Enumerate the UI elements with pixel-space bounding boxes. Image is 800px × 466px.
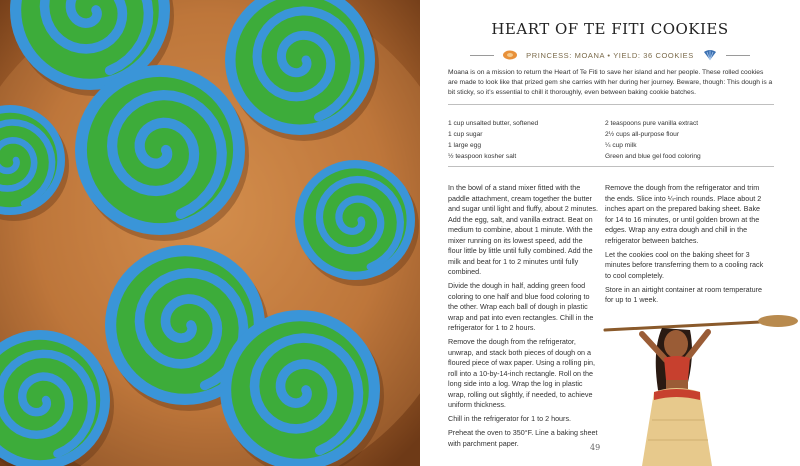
step-paragraph: Remove the dough from the refrigerator, unwrap, and stack both pieces of dough on a floured piece of wax paper. Using a rolling pin, roll into a 10-by-14-inch rectangle. Roll on the long side into a log. Wrap the log in plastic wrap, rolling out slightly, if needed, to achieve uniform thickness. [448, 337, 596, 409]
divider-line [726, 55, 750, 56]
ingredient-item: 2 teaspoons pure vanilla extract [605, 120, 699, 127]
step-paragraph: In the bowl of a stand mixer fitted with the paddle attachment, cream together the butter and sugar until light and fluffy, about 2 minutes. Add the egg, salt, and vanilla extract. Beat on medium to combine, about 1 minute. With the mixer running on its lowest speed, add the flour little by little until fully combined. Add the milk and beat for 1 to 2 minutes until fully combined. [448, 183, 598, 276]
ingredients-left [448, 118, 598, 162]
shell-icon [702, 49, 718, 61]
step-paragraph: Preheat the oven to 350°F. Line a baking sheet with parchment paper. [448, 428, 598, 448]
ingredient-item: 1 cup unsalted butter, softened [448, 120, 539, 127]
recipe-yield: PRINCESS: MOANA • YIELD: 36 COOKIES [526, 50, 694, 60]
divider [448, 104, 774, 105]
ingredient-item: ¼ cup milk [605, 142, 637, 149]
ingredient-item: ½ teaspoon kosher salt [448, 153, 517, 160]
step-paragraph: Remove the dough from the refrigerator and trim the ends. Slice into ¼-inch rounds. Place about 2 inches apart on the prepared baking sheet. Bake for 14 to 16 minutes, or until golden brown at the edges. Wrap any extra dough and chill in the refrigerator between batches. [605, 183, 762, 245]
recipe-title: HEART OF TE FITI COOKIES [491, 20, 729, 38]
ingredient-item: Green and blue gel food coloring [605, 153, 701, 160]
page-number: 49 [590, 443, 601, 452]
ingredient-item: 1 cup sugar [448, 131, 483, 138]
steps-right [605, 183, 770, 309]
divider [448, 166, 774, 167]
step-paragraph: Divide the dough in half, adding green food coloring to one half and blue food coloring to the other. Wrap each ball of dough in plastic wrap and pat into even rectangles. Chill in the refrigerator for 1 to 2 hours. [448, 281, 594, 332]
step-paragraph: Chill in the refrigerator for 1 to 2 hours. [448, 414, 572, 423]
recipe-intro: Moana is on a mission to return the Heart of Te Fiti to save her island and her people. These rolled cookies are made to look like that prized gem she carries with her during her journey. Beware, though: This dough is a bit sticky, so it’s essential to chill it thoroughly, even between baking cookie batches. [448, 69, 773, 96]
flower-icon [502, 49, 518, 61]
divider-line [470, 55, 494, 56]
recipe-meta [420, 49, 800, 61]
ingredients-right [605, 118, 775, 162]
ingredient-item: 1 large egg [448, 142, 481, 149]
ingredient-item: 2½ cups all-purpose flour [605, 131, 680, 138]
step-paragraph: Let the cookies cool on the baking sheet for 3 minutes before transferring them to a cooling rack to cool completely. [605, 249, 764, 280]
steps-left [448, 183, 601, 453]
recipe-page [420, 0, 800, 466]
moana-illustration [600, 300, 800, 466]
step-paragraph: Store in an airtight container at room temperature for up to 1 week. [605, 284, 763, 304]
